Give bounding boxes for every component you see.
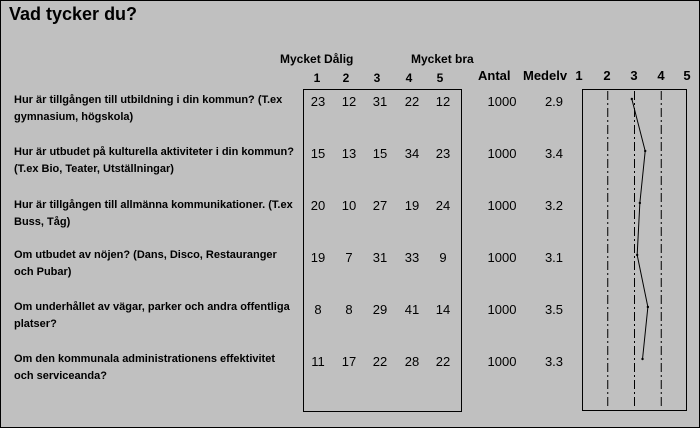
scale-col-1: 1 (313, 71, 321, 85)
q5-value-2: 8 (345, 302, 353, 317)
axis-tick-4: 4 (657, 68, 665, 83)
q2-value-4: 34 (404, 146, 420, 161)
q5-mean: 3.5 (544, 302, 564, 317)
q1-value-2: 12 (341, 94, 357, 109)
q4-value-2: 7 (345, 250, 353, 265)
q3-value-2: 10 (341, 198, 357, 213)
scale-col-2: 2 (342, 71, 350, 85)
axis-tick-1: 1 (575, 68, 583, 83)
page-title: Vad tycker du? (9, 4, 138, 24)
scale-high-label: Mycket bra (411, 52, 474, 66)
q5-value-1: 8 (314, 302, 322, 317)
q1-mean: 2.9 (544, 94, 564, 109)
scale-col-4: 4 (405, 71, 413, 85)
q5-count: 1000 (487, 302, 517, 317)
q6-count: 1000 (487, 354, 517, 369)
question-4: Om utbudet av nöjen? (Dans, Disco, Restauranger och Pubar) (14, 249, 277, 278)
mean-point-1 (631, 98, 633, 100)
q2-value-5: 23 (435, 146, 451, 161)
q5-value-3: 29 (372, 302, 388, 317)
q6-value-4: 28 (404, 354, 420, 369)
q1-value-4: 22 (404, 94, 420, 109)
question-5: Om underhållet av vägar, parker och andra offentliga platser? (14, 301, 290, 330)
axis-tick-5: 5 (683, 68, 691, 83)
axis-tick-2: 2 (603, 68, 611, 83)
q6-value-1: 11 (311, 354, 325, 369)
q2-value-2: 13 (341, 146, 357, 161)
q3-count: 1000 (487, 198, 517, 213)
q3-mean: 3.2 (544, 198, 564, 213)
question-6: Om den kommunala administrationens effektivitet och serviceanda? (14, 353, 276, 382)
q5-value-5: 14 (435, 302, 451, 317)
q6-value-5: 22 (435, 354, 451, 369)
q2-mean: 3.4 (544, 146, 564, 161)
scale-col-5: 5 (436, 71, 444, 85)
mean-point-3 (639, 202, 641, 204)
mean-point-5 (647, 306, 649, 308)
question-1: Hur är tillgången till utbildning i din kommun? (T.ex gymnasium, högskola) (14, 94, 283, 123)
q4-value-4: 33 (404, 250, 420, 265)
q1-value-5: 12 (435, 94, 451, 109)
mean-point-6 (641, 358, 643, 360)
q3-value-1: 20 (310, 198, 326, 213)
mean-profile-chart (582, 89, 687, 411)
scale-col-3: 3 (373, 71, 381, 85)
q3-value-3: 27 (372, 198, 388, 213)
scale-low-label: Mycket Dålig (280, 52, 354, 66)
q3-value-5: 24 (435, 198, 451, 213)
q4-value-5: 9 (439, 250, 447, 265)
q4-mean: 3.1 (544, 250, 564, 265)
q4-value-1: 19 (310, 250, 326, 265)
question-3: Hur är tillgången till allmänna kommunikationer. (T.ex Buss, Tåg) (14, 199, 293, 228)
q4-value-3: 31 (372, 250, 388, 265)
q2-value-3: 15 (372, 146, 388, 161)
q6-value-3: 22 (372, 354, 388, 369)
q1-value-3: 31 (372, 94, 388, 109)
mean-header: Medelv (523, 68, 568, 83)
count-header: Antal (478, 68, 511, 83)
q2-count: 1000 (487, 146, 517, 161)
axis-tick-3: 3 (630, 68, 638, 83)
q1-value-1: 23 (310, 94, 326, 109)
q3-value-4: 19 (404, 198, 420, 213)
mean-point-2 (644, 150, 646, 152)
q2-value-1: 15 (310, 146, 326, 161)
q1-count: 1000 (487, 94, 517, 109)
q4-count: 1000 (487, 250, 517, 265)
q5-value-4: 41 (404, 302, 420, 317)
q6-mean: 3.3 (544, 354, 564, 369)
mean-point-4 (636, 254, 638, 256)
question-2: Hur är utbudet på kulturella aktiviteter i din kommun? (T.ex Bio, Teater, Utställningar) (14, 146, 294, 175)
q6-value-2: 17 (341, 354, 357, 369)
